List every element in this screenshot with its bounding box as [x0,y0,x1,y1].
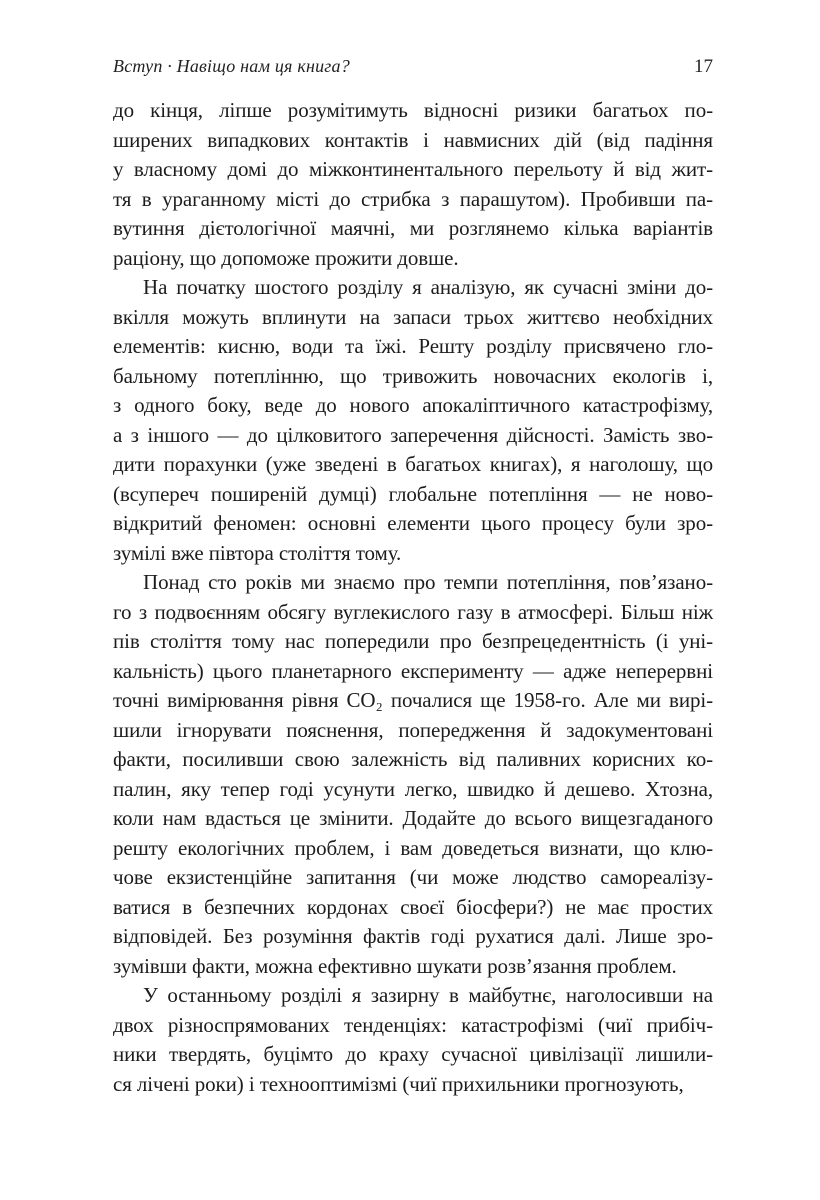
paragraph [113,273,713,568]
text-line: коли нам вдасться це змінити. Додайте до всього вищезгаданого [113,806,713,830]
text-line: відкритий феномен: основні елементи цього процесу були зро- [113,511,713,535]
running-head: Вступ · Навіщо нам ця книга? [113,56,350,76]
text-line: факти, посиливши свою залежність від паливних корисних ко- [113,747,713,771]
text-line: го з подвоєнням обсягу вуглекислого газу в атмосфері. Більш ніж [113,599,713,624]
paragraph [113,96,713,273]
text-line: зумівши факти, можна ефективно шукати розв’язання проблем. [113,953,677,978]
text-line: тя в ураганному місті до стрибка з парашутом). Пробивши па- [113,186,713,211]
text-line: а з іншого — до цілковитого заперечення дійсності. Замість зво- [113,422,713,447]
text-line: бальному потеплінню, що тривожить новочасних екологів і, [113,363,713,388]
text-line: чове екзистенційне запитання (чи може людство самореалізу- [113,865,713,889]
text-line: ватися в безпечних кордонах своєї біосфери?) не має простих [113,894,713,919]
paragraph [113,981,713,1099]
text-line: вкілля можуть вплинути на запаси трьох життєво необхідних [113,304,713,329]
text-line: шили ігнорувати пояснення, попередження й задокументовані [113,717,713,742]
text-line: дити порахунки (уже зведені в багатьох книгах), я наголошу, що [113,452,713,476]
text-line: палин, яку тепер годі усунути легко, швидко й дешево. Хтозна, [113,776,713,801]
text-line: пів століття тому нас попередили про безпрецедентність (і уні- [113,629,713,653]
text-line: ники твердять, буцімто до краху сучасної цивілізації лишили- [113,1042,713,1066]
text-line: вутиння дієтологічної маячні, ми розглянемо кілька варіантів [113,216,713,240]
body-text [113,96,713,1099]
text-line: На початку шостого розділу я аналізую, як сучасні зміни до- [143,275,713,299]
text-line: двох різноспрямованих тенденціях: катастрофізмі (чиї прибіч- [113,1012,713,1037]
text-line: відповідей. Без розуміння фактів годі рухатися далі. Лише зро- [113,924,713,948]
text-line: раціону, що допоможе прожити довше. [113,245,459,270]
text-line: решту екологічних проблем, і вам доведеться визнати, що клю- [113,835,713,860]
text-line: зумілі вже півтора століття тому. [113,540,402,565]
text-line: до кінця, ліпше розумітимуть відносні ризики багатьох по- [113,98,713,122]
text-line: (всупереч поширеній думці) глобальне потепління — не ново- [113,481,713,506]
text-line: кальність) цього планетарного експерименту — адже неперервні [113,658,713,683]
text-line: У останньому розділі я зазирну в майбутнє, наголосивши на [143,983,713,1007]
page-header [113,56,713,78]
text-line: ся лічені роки) і технооптимізмі (чиї прихильники прогнозують, [113,1071,684,1096]
text-line: Понад сто років ми знаємо про темпи потепління, пов’язано- [143,570,713,594]
text-line: точні вимірювання рівня CO₂ почалися ще 1958-го. Але ми вирі- [113,688,713,712]
page-number: 17 [694,56,713,77]
text-line: з одного боку, веде до нового апокаліптичного катастрофізму, [113,393,713,417]
text-line: елементів: кисню, води та їжі. Решту розділу присвячено гло- [113,334,713,358]
text-line: у власному домі до міжконтинентального перельоту й від жит- [113,157,713,181]
text-line: ширених випадкових контактів і навмисних дій (від падіння [113,127,713,152]
paragraph [113,568,713,981]
